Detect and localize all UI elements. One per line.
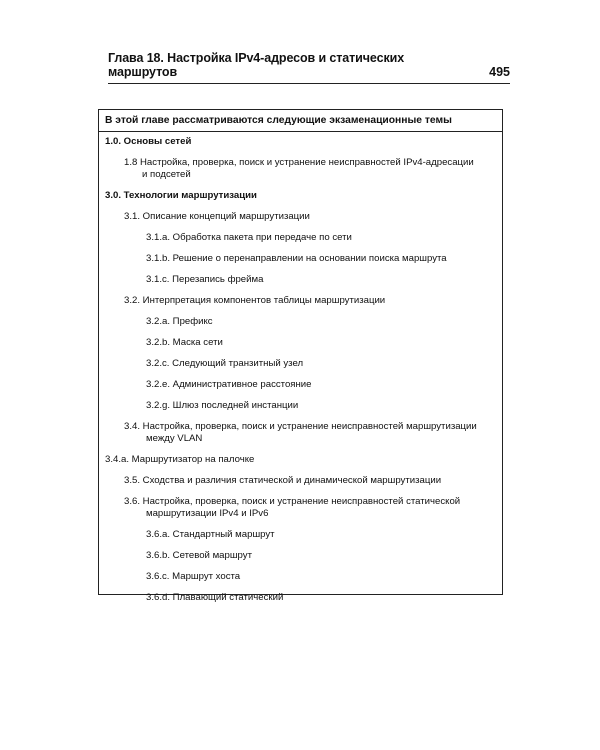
topic-subitem: 3.1.c. Перезапись фрейма	[146, 274, 264, 285]
topic-subitem: 3.4.a. Маршрутизатор на палочке	[105, 454, 255, 465]
topic-heading: 3.0. Технологии маршрутизации	[105, 190, 257, 201]
topic-subitem: 3.1.b. Решение о перенаправлении на основании поиска маршрута	[146, 253, 447, 264]
topic-item: 3.4. Настройка, проверка, поиск и устранение неисправностей маршрутизации	[124, 421, 477, 432]
running-head	[108, 51, 510, 84]
topic-subitem: 3.2.c. Следующий транзитный узел	[146, 358, 304, 369]
topic-subitem: 3.2.e. Административное расстояние	[146, 379, 312, 390]
box-title: В этой главе рассматриваются следующие экзаменационные темы	[99, 110, 502, 132]
page-number: 495	[489, 65, 510, 79]
topic-subitem: 3.2.g. Шлюз последней инстанции	[146, 400, 299, 411]
topic-subitem: 3.1.a. Обработка пакета при передаче по сети	[146, 232, 352, 243]
topic-subitem: 3.2.a. Префикс	[146, 316, 213, 327]
topic-item: 3.2. Интерпретация компонентов таблицы маршрутизации	[124, 295, 386, 306]
exam-topics-box	[98, 109, 503, 603]
topic-subitem: 3.6.a. Стандартный маршрут	[146, 529, 275, 540]
topic-item: 1.8 Настройка, проверка, поиск и устранение неисправностей IPv4-адресации	[124, 157, 474, 168]
topic-subitem: 3.6.c. Маршрут хоста	[146, 571, 241, 582]
topic-item-continuation: маршрутизации IPv4 и IPv6	[146, 508, 269, 519]
topic-subitem: 3.6.d. Плавающий статический	[146, 592, 284, 603]
topic-item: 3.6. Настройка, проверка, поиск и устранение неисправностей статической	[124, 496, 461, 507]
topic-subitem: 3.6.b. Сетевой маршрут	[146, 550, 252, 561]
chapter-title: Глава 18. Настройка IPv4-адресов и статических маршрутов	[108, 51, 405, 79]
topic-item-continuation: и подсетей	[142, 169, 191, 180]
topic-heading: 1.0. Основы сетей	[105, 136, 192, 147]
topic-item-continuation: между VLAN	[146, 433, 203, 444]
topic-item: 3.1. Описание концепций маршрутизации	[124, 211, 310, 222]
topic-item: 3.5. Сходства и различия статической и динамической маршрутизации	[124, 475, 442, 486]
topic-subitem: 3.2.b. Маска сети	[146, 337, 223, 348]
